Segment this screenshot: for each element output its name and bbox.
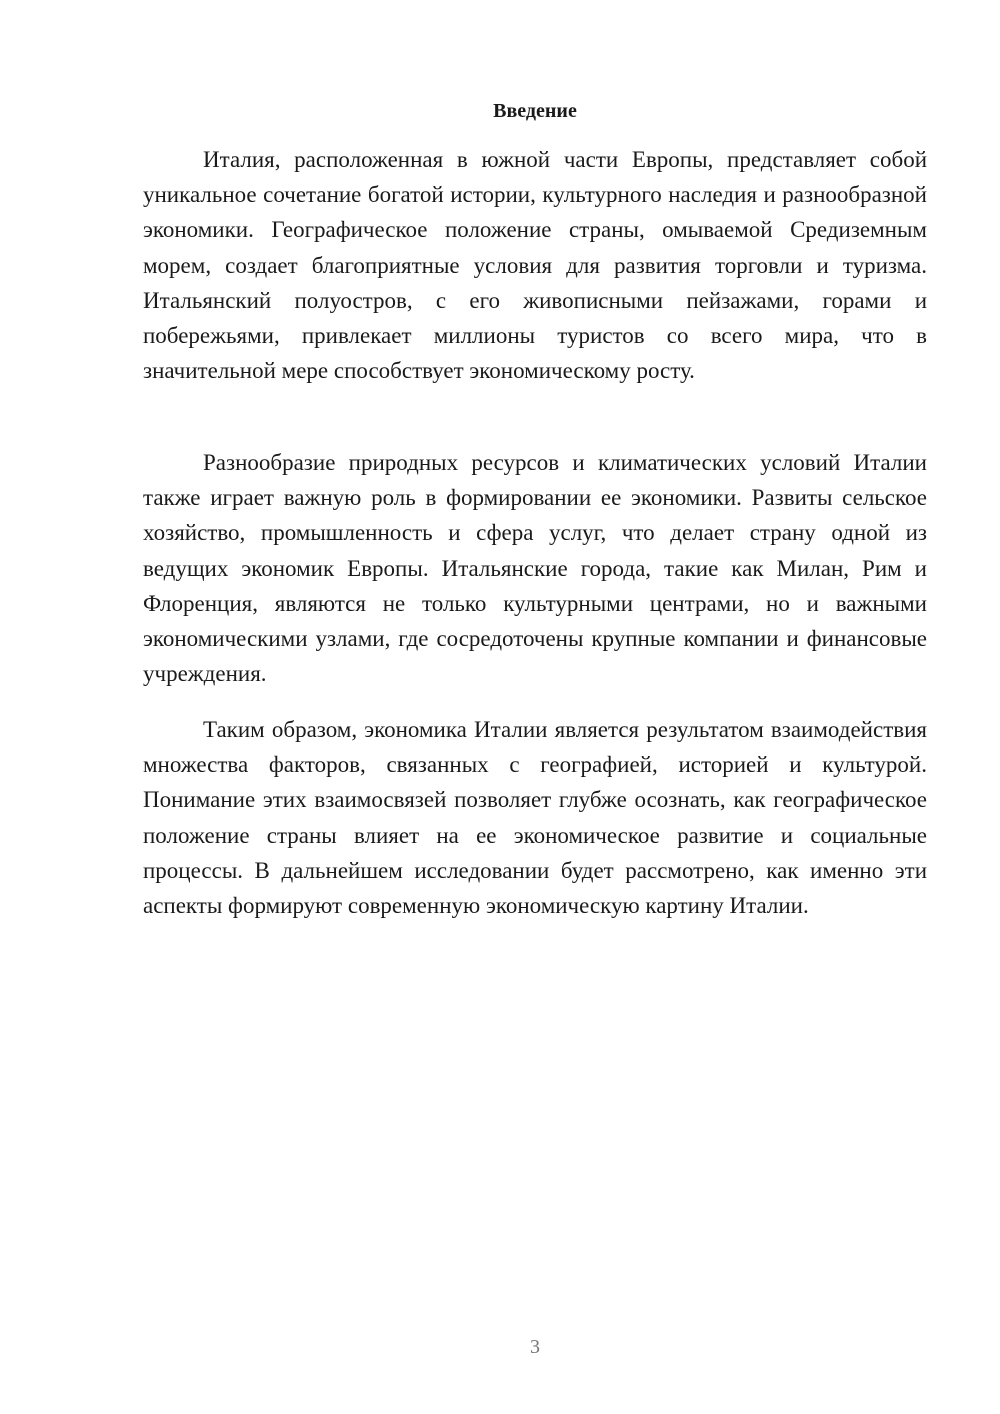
paragraph-1: Италия, расположенная в южной части Европы, представляет собой уникальное сочетание богатой истории, культурного наследия и разнообразной экономики. Географическое положение страны, омываемой Средиземным морем, создает благоприятные условия для развития торговли и туризма. Итальянский полуостров, с его живописными пейзажами, горами и побережьями, привлекает миллионы туристов со всего мира, что в значительной мере способствует экономическому росту. <box>143 147 927 384</box>
paragraph-2: Разнообразие природных ресурсов и климатических условий Италии также играет важную роль в формировании ее экономики. Развиты сельское хозяйство, промышленность и сфера услуг, что делает страну одной из ведущих экономик Европы. Итальянские города, такие как Милан, Рим и Флоренция, являются не только культурными центрами, но и важными экономическими узлами, где сосредоточены крупные компании и финансовые учреждения. <box>143 450 927 687</box>
page-title: Введение <box>493 100 577 122</box>
page-number: 3 <box>530 1336 540 1358</box>
paragraph-3: Таким образом, экономика Италии является результатом взаимодействия множества факторов, связанных с географией, историей и культурой. Понимание этих взаимосвязей позволяет глубже осознать, как географическое положение страны влияет на ее экономическое развитие и социальные процессы. В дальнейшем исследовании будет рассмотрено, как именно эти аспекты формируют современную экономическую картину Италии. <box>143 717 927 919</box>
